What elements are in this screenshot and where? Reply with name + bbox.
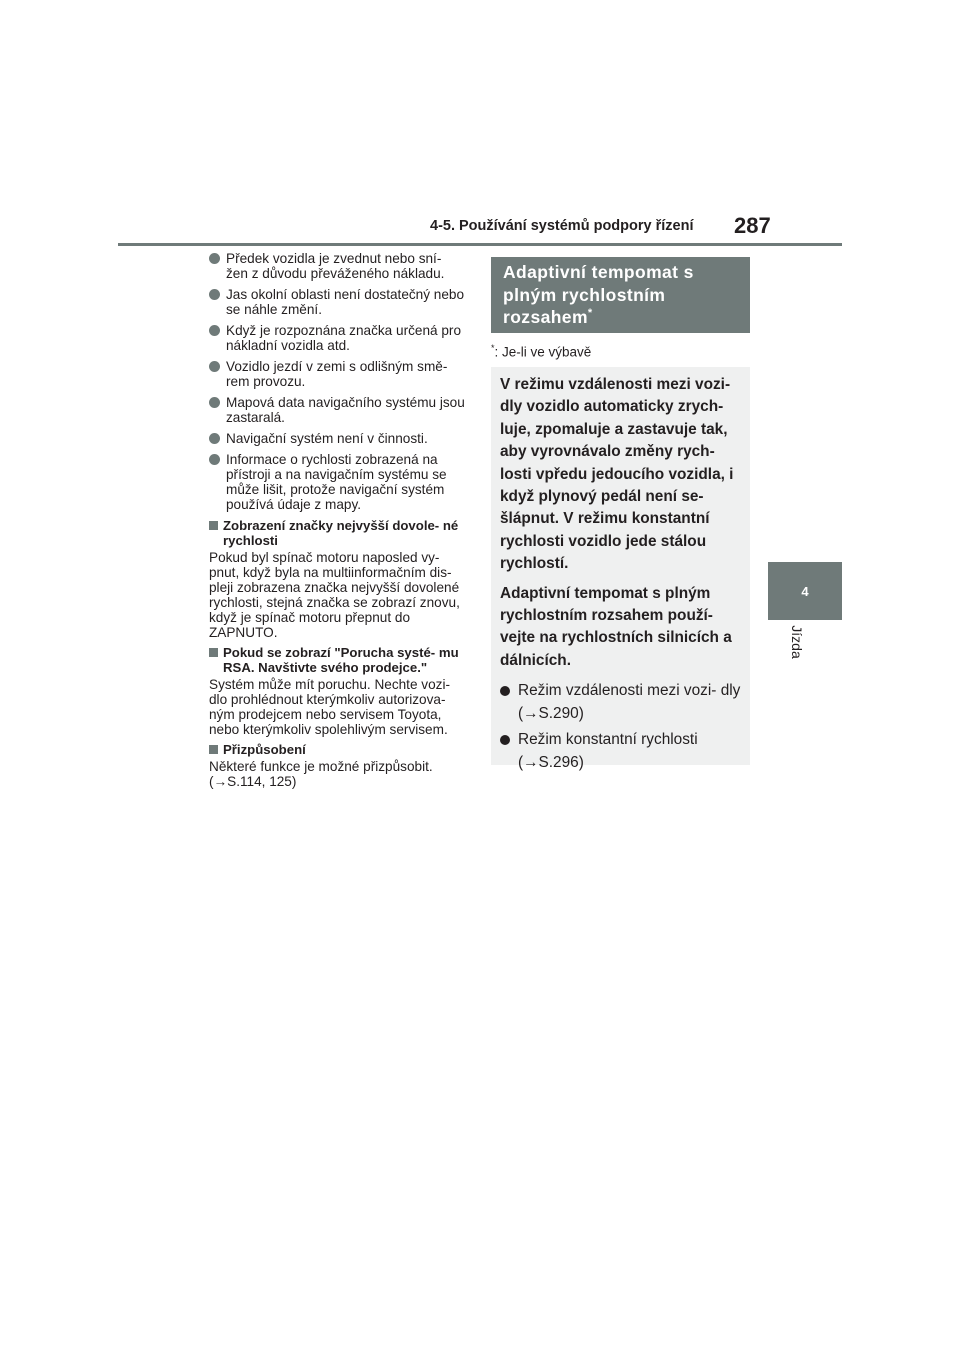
list-item	[209, 323, 467, 353]
list-item-text: Vozidlo jezdí v zemi s odlišným smě- rem provozu.	[226, 359, 448, 389]
list-item	[209, 452, 467, 512]
info-list-item-text: Režim konstantní rychlosti (→S.296)	[518, 731, 698, 772]
header-divider	[118, 243, 842, 246]
chapter-tab	[768, 562, 842, 620]
section-heading	[209, 518, 467, 548]
section-rsa-malfunction	[209, 645, 467, 737]
bullet-dot-icon	[209, 454, 220, 465]
bullet-dot-icon	[209, 253, 220, 264]
topic-title-mark: *	[587, 307, 593, 319]
list-item-text: Navigační systém není v činnosti.	[226, 431, 428, 446]
list-item-text: Když je rozpoznána značka určená pro nákladní vozidla atd.	[226, 323, 462, 353]
info-list-item	[500, 679, 742, 725]
section-customization	[209, 742, 467, 789]
bullet-dot-icon	[500, 686, 510, 696]
list-item-text: Informace o rychlosti zobrazená na přístroji a na navigačním systému se může lišit, protože navigační systém používá údaje z mapy.	[226, 452, 447, 512]
chapter-number: 4	[801, 583, 809, 599]
bullet-dot-icon	[209, 289, 220, 300]
chapter-label: Jízda	[789, 625, 805, 659]
footnote-mark: *	[491, 343, 495, 353]
footnote-text: : Je-li ve výbavě	[494, 344, 592, 360]
section-heading-text: Zobrazení značky nejvyšší dovole- né rychlosti	[223, 518, 459, 548]
left-column	[209, 251, 467, 794]
info-box	[491, 367, 750, 772]
page-number: 287	[734, 213, 771, 238]
list-item-text: Mapová data navigačního systému jsou zastaralá.	[226, 395, 465, 425]
section-speed-sign-display	[209, 518, 467, 640]
list-item	[209, 431, 467, 446]
list-item	[209, 287, 467, 317]
info-paragraph: V režimu vzdálenosti mezi vozi- dly vozidlo automaticky zrych- luje, zpomaluje a zastavuje tak, aby vyrovnávalo změny rych- losti vpředu jedoucího vozidla, i když plynový pedál není se- šlápnut. V režimu konstantní rychlosti vozidlo jede stálou rychlostí.	[500, 376, 734, 573]
bullet-dot-icon	[209, 433, 220, 444]
section-heading	[209, 645, 467, 675]
bullet-dot-icon	[500, 735, 510, 745]
section-body: Pokud byl spínač motoru naposled vy- pnut, když byla na multiinformačním dis- pleji zobrazena značka nejvyšší dovolené rychlosti, stejná značka se zobrazí znovu, když je spínač motoru přepnut do ZAPNUTO.	[209, 550, 460, 640]
section-body: Systém může mít poruchu. Nechte vozi- dlo prohlédnout kterýmkoliv autorizova- ným prodejcem nebo servisem Toyota, nebo kterýmkoliv spolehlivým servisem.	[209, 677, 450, 737]
info-list-item-text: Režim vzdálenosti mezi vozi- dly (→S.290)	[518, 682, 741, 723]
square-bullet-icon	[209, 521, 218, 530]
section-title: 4-5. Používání systémů podpory řízení	[430, 218, 694, 234]
bullet-dot-icon	[209, 397, 220, 408]
square-bullet-icon	[209, 648, 218, 657]
topic-title: Adaptivní tempomat s plným rychlostním rozsahem	[503, 262, 694, 327]
section-heading-text: Pokud se zobrazí "Porucha systé- mu RSA. Navštivte svého prodejce."	[223, 645, 459, 675]
square-bullet-icon	[209, 745, 218, 754]
section-heading-text: Přizpůsobení	[223, 742, 306, 757]
list-item-text: Předek vozidla je zvednut nebo sní- žen z důvodu převáženého nákladu.	[226, 251, 445, 281]
footnote	[491, 343, 591, 360]
list-item	[209, 359, 467, 389]
list-item	[209, 251, 467, 281]
bullet-dot-icon	[209, 361, 220, 372]
topic-title-box	[491, 257, 750, 333]
bullet-dot-icon	[209, 325, 220, 336]
info-list-item	[500, 728, 742, 774]
info-paragraph: Adaptivní tempomat s plným rychlostním rozsahem použí- vejte na rychlostních silnicích a dálnicích.	[500, 584, 732, 669]
section-body: Některé funkce je možné přizpůsobit. (→S.114, 125)	[209, 759, 433, 789]
section-heading	[209, 742, 467, 757]
list-item-text: Jas okolní oblasti není dostatečný nebo se náhle změní.	[226, 287, 465, 317]
list-item	[209, 395, 467, 425]
